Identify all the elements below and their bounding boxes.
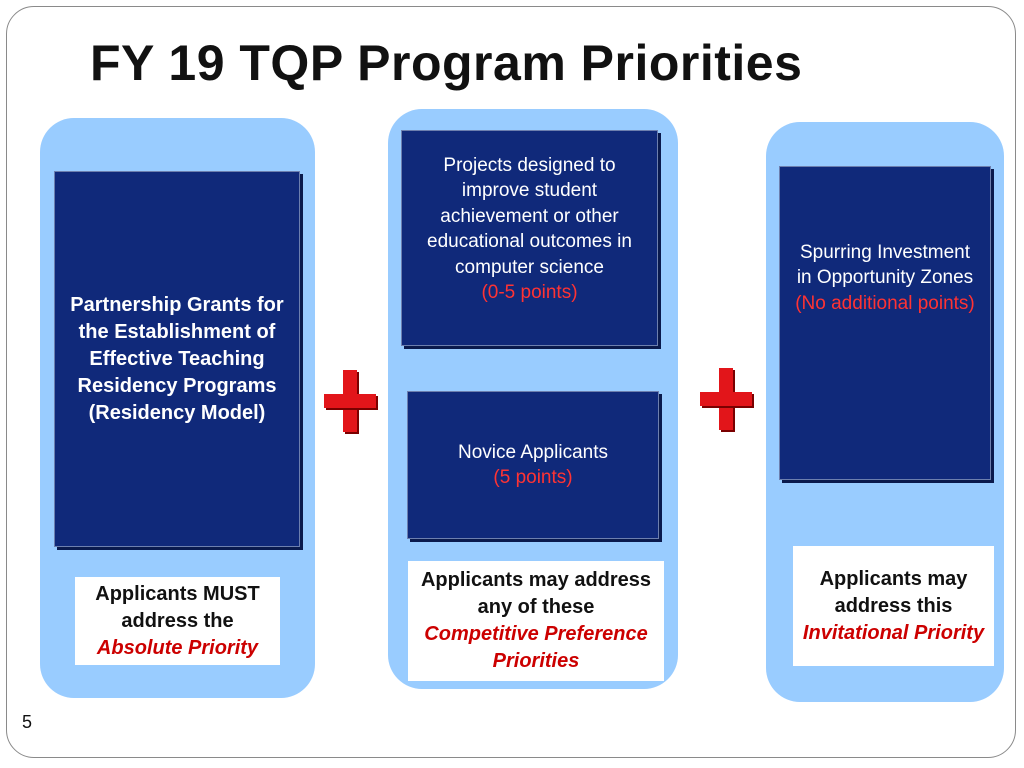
invitational-priority-box (779, 166, 991, 480)
competitive-priority-points-1: (0-5 points) (481, 282, 578, 303)
slide-title: FY 19 TQP Program Priorities (90, 35, 803, 91)
competitive-priority-text-2: Novice Applicants (458, 441, 608, 463)
plus-icon (700, 368, 752, 430)
competitive-priority-points-2: (5 points) (493, 467, 573, 488)
competitive-priorities-note-emphasis: Competitive Preference Priorities (424, 623, 648, 672)
competitive-priority-text-1: Projects designed to improve student achievement or other educational outcomes in computer science (427, 154, 632, 278)
invitational-priority-note-lead: Applicants may address this (819, 567, 968, 617)
invitational-priority-text: Spurring Investment in Opportunity Zones (796, 241, 974, 289)
competitive-priority-box-1 (401, 130, 658, 346)
absolute-priority-note (75, 577, 280, 665)
invitational-priority-note-emphasis: Invitational Priority (802, 621, 985, 644)
invitational-priority-note (793, 546, 994, 666)
competitive-priorities-note-lead: Applicants may address any of these (420, 569, 652, 618)
absolute-priority-note-emphasis: Absolute Priority (96, 636, 259, 659)
competitive-priority-box-2 (407, 391, 659, 539)
competitive-priorities-note (408, 561, 664, 681)
slide-number: 5 (22, 712, 33, 732)
absolute-priority-box (54, 171, 300, 547)
absolute-priority-note-lead: Applicants MUST address the (95, 582, 260, 632)
plus-icon (324, 370, 376, 432)
absolute-priority-text: Partnership Grants for the Establishment of Effective Teaching Residency Programs (Residency Model) (70, 293, 284, 424)
invitational-priority-points: (No additional points) (795, 292, 975, 314)
